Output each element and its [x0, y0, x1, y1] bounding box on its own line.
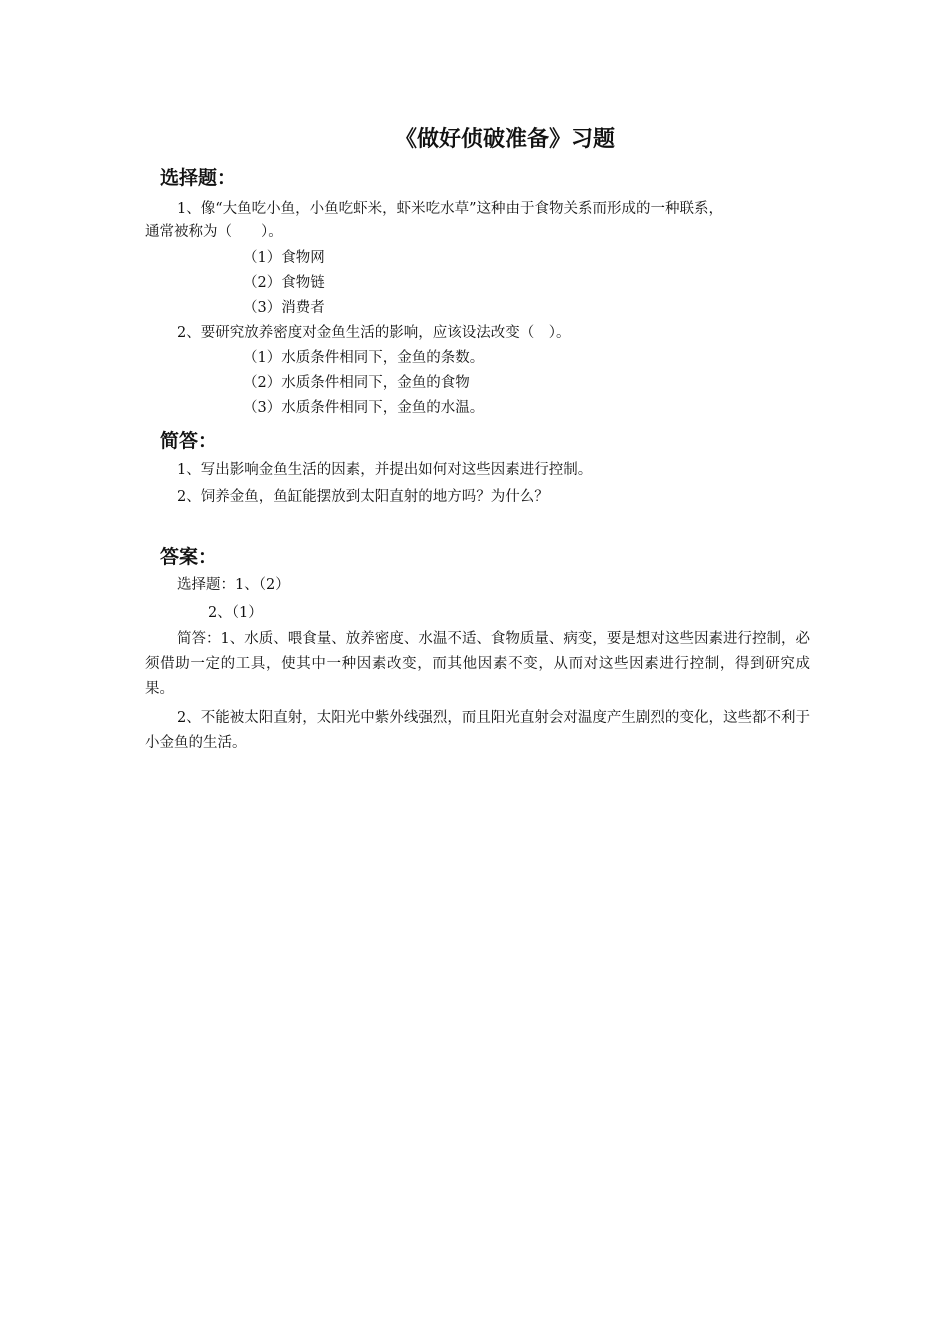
document-title: 《做好侦破准备》习题 [394, 127, 615, 152]
q2-option-1: （1）水质条件相同下，金鱼的条数。 [243, 350, 485, 366]
q1-stem-line1: 1、像“大鱼吃小鱼，小鱼吃虾米，虾米吃水草”这种由于食物关系而形成的一种联系， [177, 201, 724, 217]
answer-section-heading: 答案： [160, 546, 218, 568]
q2-option-3: （3）水质条件相同下，金鱼的水温。 [243, 400, 485, 416]
q1-option-2: （2）食物链 [243, 275, 325, 291]
answer-choice-line1: 选择题：1、（2） [177, 577, 290, 593]
answer-short-1: 简答：1、水质、喂食量、放养密度、水温不适、食物质量、病变，要是想对这些因素进行控制，必须借助一定的工具，使其中一种因素改变，而其他因素不变，从而对这些因素进行控制，得到研究成果。 [145, 631, 810, 697]
q1-option-3: （3）消费者 [243, 300, 325, 316]
q1-option-1: （1）食物网 [243, 250, 325, 266]
short-answer-q1: 1、写出影响金鱼生活的因素，并提出如何对这些因素进行控制。 [177, 462, 593, 478]
q2-stem: 2、要研究放养密度对金鱼生活的影响，应该设法改变（ ）。 [177, 325, 571, 341]
q1-stem-line2: 通常被称为（ ）。 [145, 224, 283, 240]
answer-short-2: 2、不能被太阳直射，太阳光中紫外线强烈，而且阳光直射会对温度产生剧烈的变化，这些都不利于小金鱼的生活。 [145, 710, 810, 751]
short-answer-q2: 2、饲养金鱼，鱼缸能摆放到太阳直射的地方吗？为什么？ [177, 489, 549, 505]
answer-choice-line2: 2、（1） [208, 605, 263, 621]
short-answer-section-heading: 简答： [160, 430, 218, 452]
choice-section-heading: 选择题： [160, 167, 237, 189]
q2-option-2: （2）水质条件相同下，金鱼的食物 [243, 375, 470, 391]
